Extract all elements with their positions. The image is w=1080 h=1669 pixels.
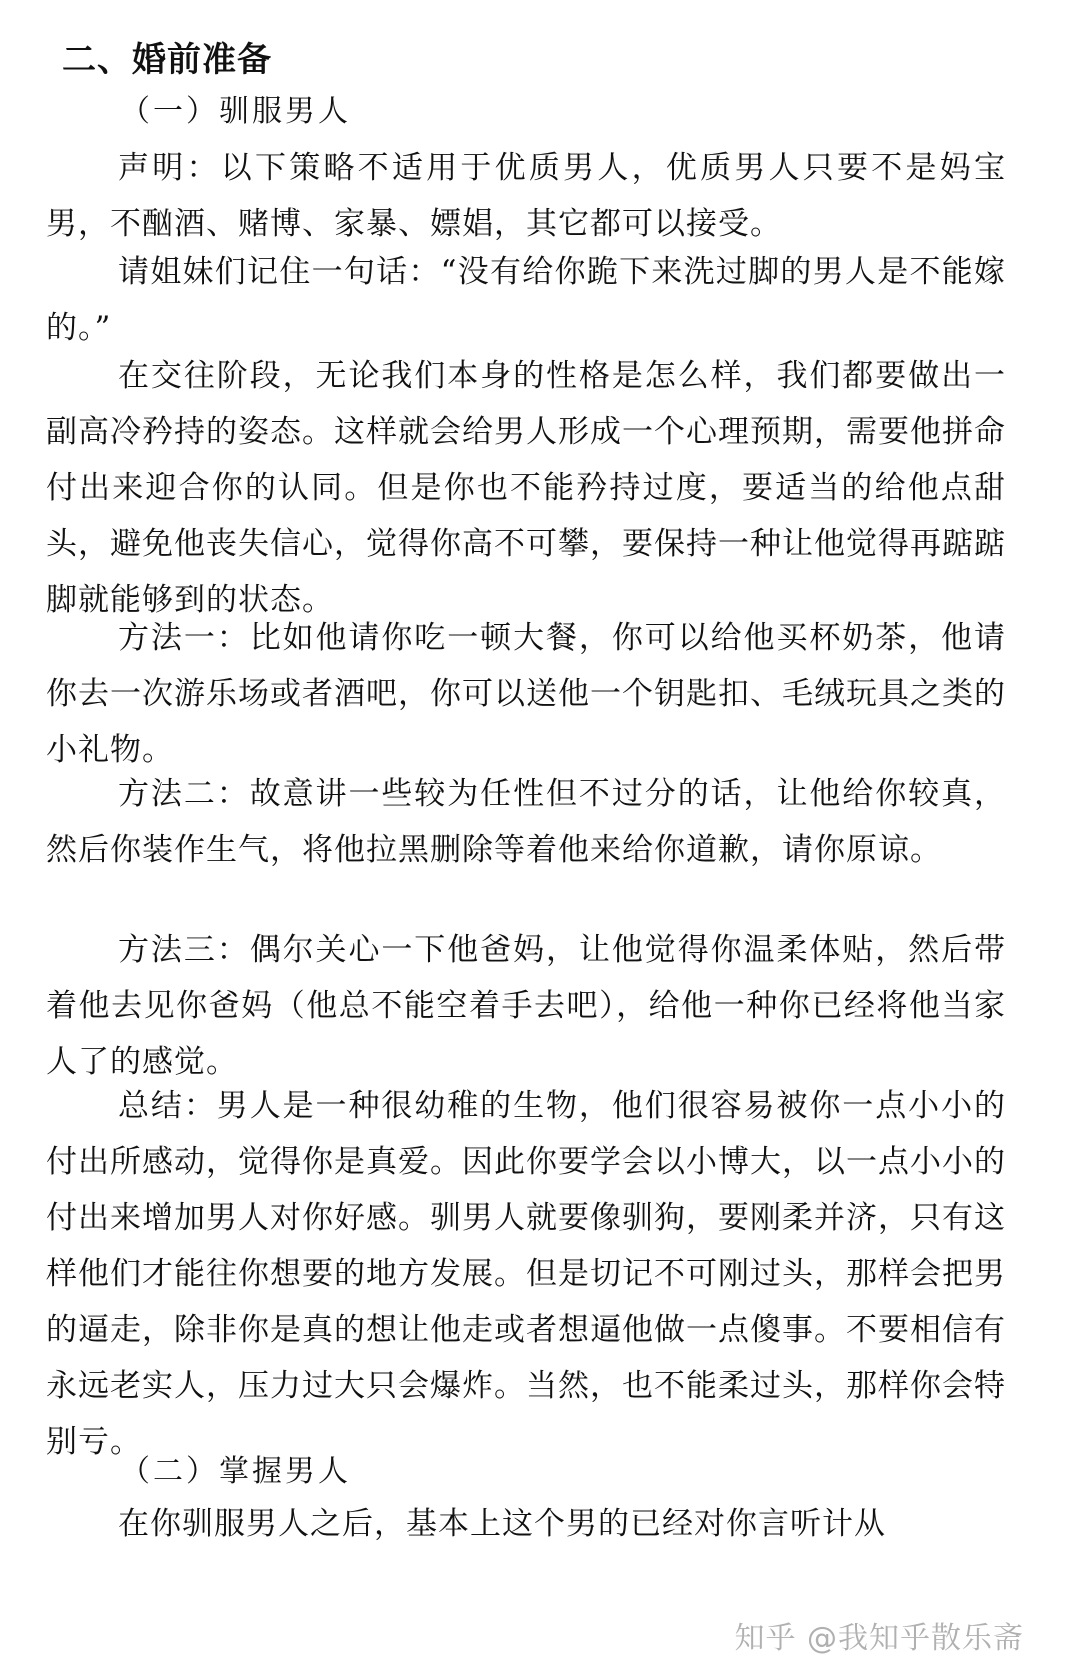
zhihu-watermark: 知乎 @我知乎散乐斋	[734, 1621, 1024, 1656]
paragraph-dating-stage: 在交往阶段，无论我们本身的性格是怎么样，我们都要做出一副高冷矜持的姿态。这样就会给男人形成一个心理预期，需要他拼命付出来迎合你的认同。但是你也不能矜持过度，要适当的给他点甜头，避免他丧失信心，觉得你高不可攀，要保持一种让他觉得再踮踮脚就能够到的状态。	[46, 358, 1006, 618]
subsection-title-1: （一）驯服男人	[120, 94, 351, 129]
paragraph-method-1: 方法一：比如他请你吃一顿大餐，你可以给他买杯奶茶，他请你去一次游乐场或者酒吧，你可以送他一个钥匙扣、毛绒玩具之类的小礼物。	[46, 620, 1006, 768]
paragraph-last: 在你驯服男人之后，基本上这个男的已经对你言听计从	[118, 1506, 886, 1542]
paragraph-declaration: 声明：以下策略不适用于优质男人，优质男人只要不是妈宝男，不酗酒、赌博、家暴、嫖娼，其它都可以接受。	[46, 150, 1006, 242]
section-heading: 二、婚前准备	[62, 40, 272, 80]
paragraph-summary: 总结：男人是一种很幼稚的生物，他们很容易被你一点小小的付出所感动，觉得你是真爱。因此你要学会以小博大，以一点小小的付出来增加男人对你好感。驯男人就要像驯狗，要刚柔并济，只有这样他们才能往你想要的地方发展。但是切记不可刚过头，那样会把男的逼走，除非你是真的想让他走或者想逼他做一点傻事。不要相信有永远老实人，压力过大只会爆炸。当然，也不能柔过头，那样你会特别亏。	[46, 1088, 1006, 1460]
paragraph-method-3: 方法三：偶尔关心一下他爸妈，让他觉得你温柔体贴，然后带着他去见你爸妈（他总不能空着手去吧），给他一种你已经将他当家人了的感觉。	[46, 932, 1006, 1080]
paragraph-quote: 请姐妹们记住一句话：“没有给你跪下来洗过脚的男人是不能嫁的。”	[46, 254, 1006, 346]
paragraph-method-2: 方法二：故意讲一些较为任性但不过分的话，让他给你较真，然后你装作生气，将他拉黑删除等着他来给你道歉，请你原谅。	[46, 776, 1006, 868]
subsection-title-2: （二）掌握男人	[120, 1454, 351, 1489]
